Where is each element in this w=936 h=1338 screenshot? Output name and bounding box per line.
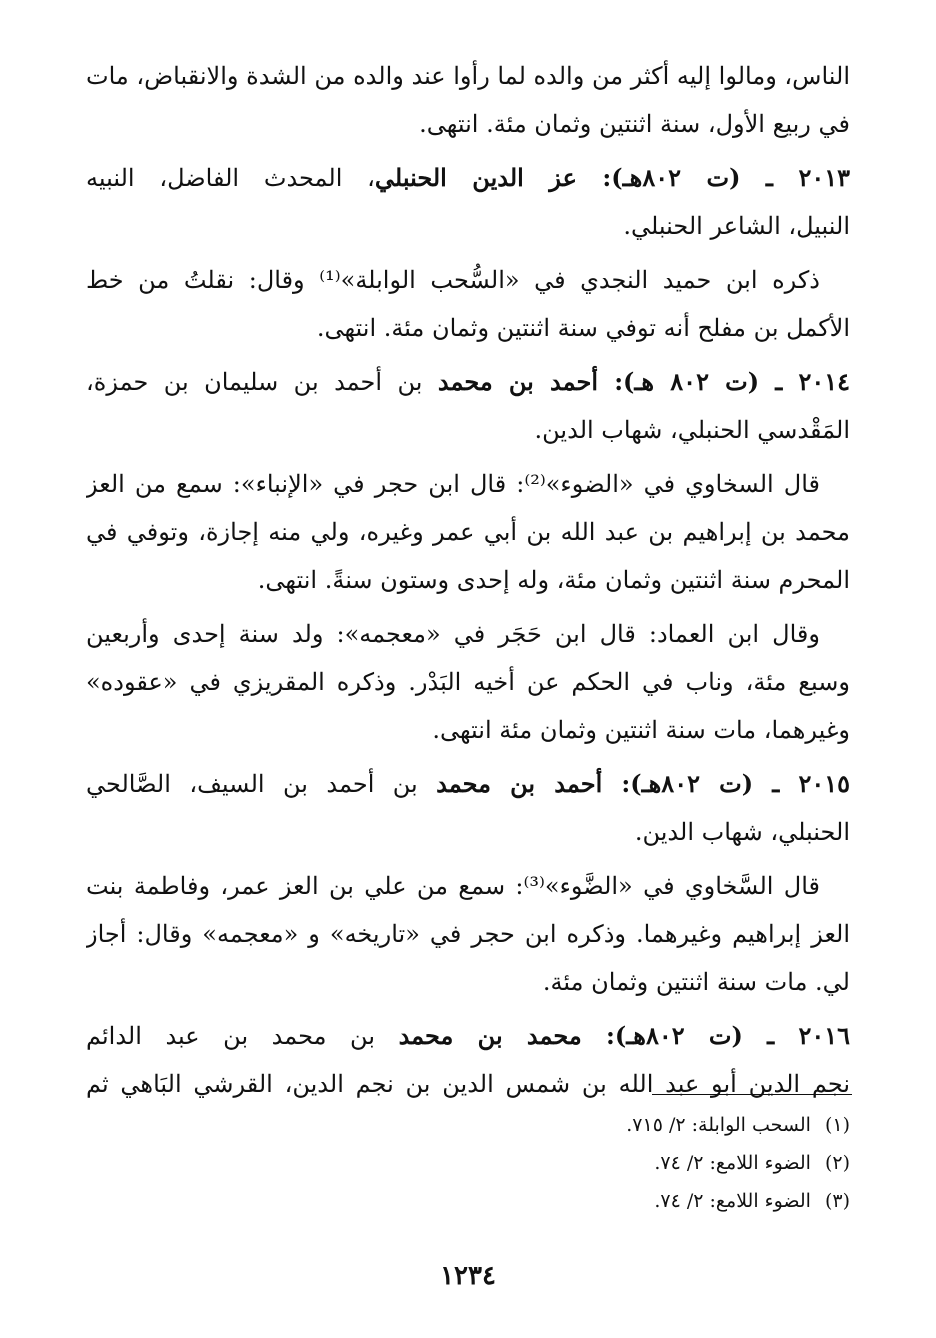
footnote-text: الضوء اللامع: ٢/ ٧٤. [654,1190,811,1212]
text-line [86,154,850,202]
text-line: الأكمل بن مفلح أنه توفي سنة اثنتين وثمان مئة. انتهى. [316,314,850,342]
entry-number: ٢٠١٦ ـ (ت ٨٠٢هـ): [581,1021,850,1050]
footnote-divider [652,1094,852,1095]
text-line: ذكره ابن حميد النجدي في «السُّحب الوابلة»⁽¹⁾ وقال: نقلتُ من خط [86,266,820,294]
text-line: في ربيع الأول، سنة اثنتين وثمان مئة. انتهى. [419,110,850,138]
entry-number: ٢٠١٥ ـ (ت ٨٠٢هـ): [602,769,850,798]
footnote-number: (١) [824,1114,850,1136]
footnote-number: (٢) [824,1152,850,1174]
entry-text: ، المحدث الفاضل، النبيه [86,164,375,192]
text-line: قال السَّخاوي في «الضَّوء»⁽³⁾: سمع من علي بن العز عمر، وفاطمة بنت [86,872,820,900]
text-line: محمد بن إبراهيم بن عبد الله بن أبي عمر وغيره، ولي منه إجازة، وتوفي في [86,518,850,546]
text-line: المحرم سنة اثنتين وثمان مئة، وله إحدى وستون سنةً. انتهى. [257,566,850,594]
text-line: وسبع مئة، وناب في الحكم عن أخيه البَدْر. وذكره المقريزي في «عقوده» [86,668,850,696]
text-line: وقال ابن العماد: قال ابن حَجَر في «معجمه»: ولد سنة إحدى وأربعين [86,620,820,648]
entry-number: ٢٠١٣ ـ (ت ٨٠٢هـ): [576,163,850,192]
entry-text: بن محمد بن عبد الدائم [86,1022,399,1050]
footnote [450,1108,850,1142]
text-line: لي. مات سنة اثنتين وثمان مئة. [542,968,850,996]
text-line: النبيل، الشاعر الحنبلي. [623,212,850,240]
text-line: العز إبراهيم وغيرهما. وذكره ابن حجر في «تاريخه» و «معجمه» وقال: أجاز [86,920,850,948]
entry-text: بن أحمد بن سليمان بن حمزة، [86,368,438,396]
footnote-text: السحب الوابلة: ٢/ ٧١٥. [626,1114,811,1136]
text-line: وغيرهما، مات سنة اثنتين وثمان مئة انتهى. [432,716,850,744]
text-line: قال السخاوي في «الضوء»⁽²⁾: قال ابن حجر في «الإنباء»: سمع من العز [86,470,820,498]
page-number: ١٢٣٤ [440,1261,496,1291]
text-line: المَقْدسي الحنبلي، شهاب الدين. [534,416,850,444]
entry-text: بن أحمد بن السيف، الصَّالحي [86,770,437,798]
entry-name: أحمد بن محمد [436,769,603,798]
text-line [86,358,850,406]
text-line [86,1012,850,1060]
text-line [86,760,850,808]
entry-name: عز الدين الحنبلي [374,163,577,192]
entry-number: ٢٠١٤ ـ (ت ٨٠٢ هـ): [598,367,850,396]
entry-name: محمد بن محمد [398,1021,582,1050]
text-line: الحنبلي، شهاب الدين. [634,818,850,846]
footnote-text: الضوء اللامع: ٢/ ٧٤. [654,1152,811,1174]
text-line: نجم الدين أبو عبد الله بن شمس الدين بن نجم الدين، القرشي البَاهي ثم [86,1070,850,1098]
footnote [450,1146,850,1180]
text-line: الناس، ومالوا إليه أكثر من والده لما رأوا عند والده من الشدة والانقباض، مات [86,62,850,90]
footnote [450,1184,850,1218]
entry-name: أحمد بن محمد [437,367,599,396]
footnote-number: (٣) [824,1190,850,1212]
